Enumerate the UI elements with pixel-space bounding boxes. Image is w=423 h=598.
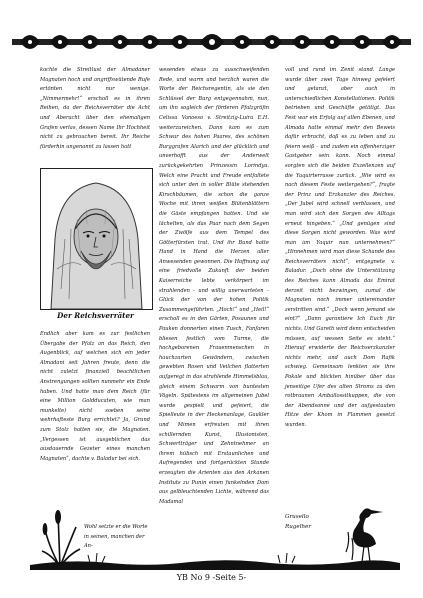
signature-line: Grusello bbox=[285, 514, 309, 520]
page-footer: YB No 9 -Seite 5- bbox=[176, 573, 247, 582]
paragraph: voll und rund im Zenit stand. Lange wurde über zwei Tage hinweg gefeiert und getanzt, aber auch in unterschiedlichen Konstellationen. Politik betrieben und Geschäfte getätigt. Das Fest war ein Erfolg auf allen Ebenen, und Almada hatte einmal mehr den Beweis dafür erbracht, daß es zu leben und zu feiern weiß – und zudem ein offenherziger Gastgeber sein kann. Noch einmal sorgten sich die beiden Exzellenzen auf die Yaquirterrasse zurück. „Wie wird es nach diesem Feste weitergehen?“, fragte der Prinz und Erzkanzler des Reiches. „Der Jubel wird schnell verblassen, und man wird sich den Sorgen des Alltags erneut hingeben.“ „Und genügen sind diese Sorgen nicht geworden. Was wird man am Yaquir nun unternehmen?“ „Hinnehmen wird man diese Schande des Reichsverräters nicht“, entgegnete v. Baladur. „Doch ohne die Unterstützung des Reiches kann Almada das Emirat derzeit nicht bezwingen, zumal die Magnaten noch immer untereinander zerstritten sind.“ „Doch wenn jemand sie eint?“ „Dann garantiere Ich Euch für nichts. Und Gareth wird denn entscheiden müssen, auf wessen Seite es steht.“ Hierauf erwiderte der Reichserzkanzler nichts mehr, und auch Dom Rafik schwieg. Gemeinsam lenkten sie ihre Pokale und blickten hinüber über das jenseitige Ufer des alten Stroms zu den rotbraunen Amballossitkuppen, die von der Abendsonne und der aufgestauten Hitze der Khom in Flammen gesetzt wurden. bbox=[285, 67, 395, 428]
column-1-middle bbox=[40, 330, 150, 464]
portrait-caption: Der Reichsverräter bbox=[57, 311, 134, 320]
column-1-top bbox=[40, 66, 150, 157]
paragraph: kochte die Streitlust der Almadaner Magnaten hoch und angriffswütende Rufe ertönten nicht nur wenige. „Nimmermehr!“ erscholl es in ihren Reihen, da der Reichsverräter die Acht und Aberacht über den ehemaligen Grafen verlas, dessen Name Ihr Hochheit nicht zu gebrauchen bereit. Ihr Reiche fürderhin ungenannt zu lassen hatt bbox=[40, 67, 150, 150]
ground-decoration bbox=[30, 545, 400, 570]
author-signature bbox=[285, 513, 311, 532]
column-2 bbox=[159, 66, 269, 512]
column-3 bbox=[285, 66, 395, 436]
paragraph: Endlich aber kam es zur festlichen Übergabe der Pfalz an das Reich, den Augenblick, auf welchen sich ein jeder Almadani seit Jahren freute, denn die nicht zuletzt finanziell beachtlichen Anstrengungen sollten nunmehr ein Ende haben. Und hatte man dem Reich (für eine Million Goldducaten, wie man munkelte) nicht soeben seine wehrhafteste Burg errichtet? Ja, Grund zum Stolz hatten sie, die Magnaten. „Vergessen ist ausgeblichen das ausdauernde Gezeter eines manchen Magnaten“, dachte v. Baladur bei sich. bbox=[40, 331, 150, 462]
paragraph: wesenden etwas zu ausschweifenden Rede, und warm und herzlich waren die Worte der Reichsregentin, als sie den Schlüssel der Burg entgegennahm, nun, um ihn sogleich der förderen Pfalzgräfin Celissa Vanoeso v. Streitzig-Luira E.H. weiterzureichen. Dann kam es zum Schwur des hohen Paares, des schönen Burggrafen Alarich und der glücklich und unverhofft aus der Anderwelt zurückgekehrten Prinzessin Lorindya. Welch eine Pracht und Freude entfaltete sich unter den in voller Blüte stehenden Kirschbäumen, die schon die ganze Woche mit ihren weißen Blütenblättern die Gäste empfangen hatten. Und sie lächelten, als das Paar nach dem Segen der Zwölfe aus dem Tempel des Götterfürsten trat. Und ihr Bund hatte Hand in Hand die Herzen aller Anwesenden gewonnen. Die Hoffnung auf eine friedvolle Zukunft der beiden Kaiserreiche lebte verkörpert im strahlenden – und willig unerwarteten – Glück der von der hohen Politik Zusammengeführten. „Hoch!“ und „Heil!“ erscholl es in den Gärten, Posaunen und Pauken donnerten einen Tusch, Fanfaren bliesen festlich vom Turme, die hochgeborenen Frauenmenschen in hauchzarten Gewändern, zwischen gewebten Rosen und Veilchen flatterten aufgeregt in das strahlende Himmelsblau, gleich einem Schwarm von buntesten Vögeln. Spätestens im allgemeinen Jubel wurde gespielt und gefeiert, die Spielleute in der Heckenanlage, Gaukler und Mimen erfreuten mit ihren schillernden Kunst, Illusionisten, Schwertträger und Zehntnehmer an ihrem hübsch mit Erstaunlichen und Aufregenden und fortgerückten Stunde erzeugten die Arienten aus den Arkanen Instituts zu Punin einen funkelnden Dom aus gelbleuchtenden Lichte, während das Madamal bbox=[159, 67, 269, 505]
paragraph: Wohl setzte er die Worte in seinen, manchen der An- bbox=[84, 524, 148, 550]
hooded-man-drawing bbox=[41, 169, 152, 309]
decorative-header-border bbox=[0, 29, 423, 55]
signature-line: Rugelher bbox=[285, 523, 312, 530]
portrait-illustration bbox=[40, 168, 153, 310]
